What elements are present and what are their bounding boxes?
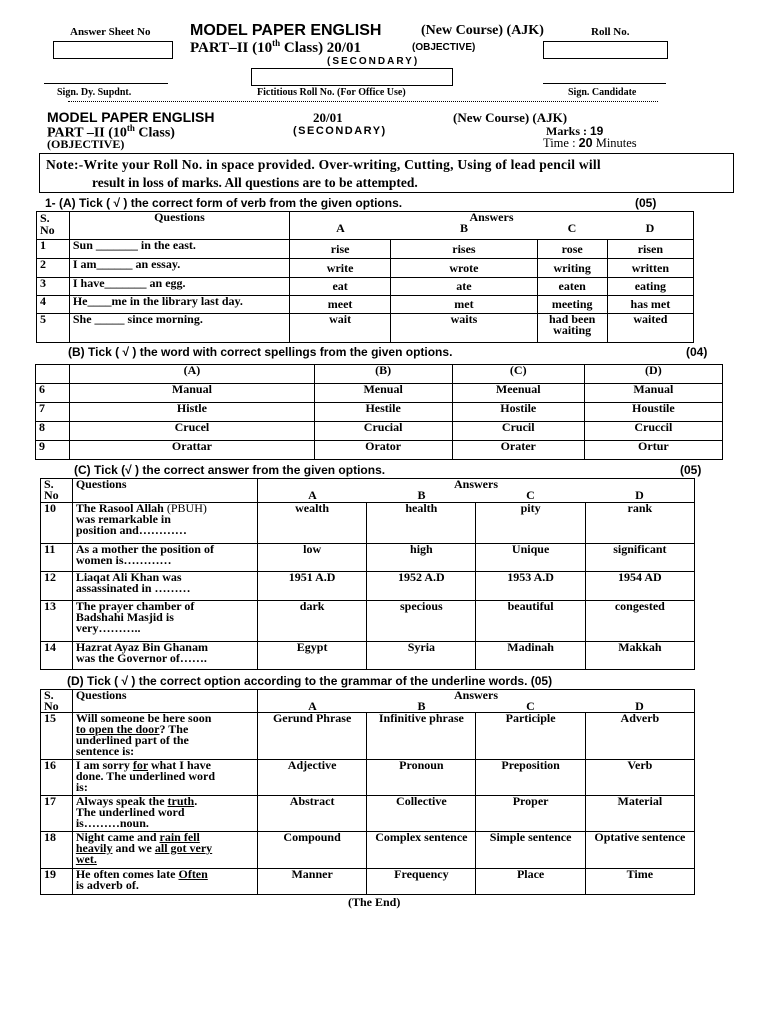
sign-supdt-label: Sign. Dy. Supdnt. <box>57 87 132 98</box>
question-text: Sun _______ in the east. <box>69 240 289 259</box>
option-d[interactable]: significant <box>585 544 694 572</box>
option-d[interactable]: Ortur <box>584 441 722 460</box>
option-c[interactable]: eaten <box>537 278 607 296</box>
section-c-heading: (C) Tick (√ ) the correct answer from the given options. <box>74 463 386 477</box>
option-c[interactable]: Madinah <box>476 642 585 670</box>
page-title: MODEL PAPER ENGLISH <box>190 22 382 39</box>
option-d[interactable]: Houstile <box>584 403 722 422</box>
option-c-header: (C) <box>452 365 584 384</box>
option-a-header: (A) <box>70 365 314 384</box>
option-c[interactable]: Hostile <box>452 403 584 422</box>
option-a[interactable]: Manner <box>257 869 366 895</box>
option-a[interactable]: Crucel <box>70 422 314 441</box>
option-c[interactable]: rose <box>537 240 607 259</box>
sign-candidate-label: Sign. Candidate <box>568 87 637 98</box>
option-d[interactable]: Time <box>585 869 694 895</box>
row-number: 9 <box>36 441 70 460</box>
section-b-table <box>35 364 723 460</box>
table-row <box>41 544 695 572</box>
option-b[interactable]: Menual <box>314 384 452 403</box>
option-b[interactable]: rises <box>391 240 537 259</box>
option-a[interactable]: rise <box>289 240 390 259</box>
paper-code: 20/01 <box>313 110 343 125</box>
table-row <box>41 572 695 601</box>
answer-sheet-label: Answer Sheet No <box>70 26 151 38</box>
table-row <box>37 259 694 278</box>
option-d[interactable]: Adverb <box>585 713 694 760</box>
answers-header: Answers A B C D <box>289 212 693 240</box>
option-b[interactable]: Syria <box>367 642 476 670</box>
paper-part: PART –II (10th Class) <box>47 123 175 141</box>
row-number: 2 <box>37 259 70 278</box>
section-c-table <box>40 478 695 670</box>
row-number: 10 <box>41 503 73 544</box>
question-text: Will someone be here soon to open the door? The underlined part of the sentence is: <box>72 713 257 760</box>
table-row <box>41 642 695 670</box>
row-number: 11 <box>41 544 73 572</box>
table-row <box>37 296 694 314</box>
option-c[interactable]: Preposition <box>476 760 585 796</box>
section-c-marks: (05) <box>680 463 702 477</box>
end-text: (The End) <box>348 895 401 909</box>
row-number: 13 <box>41 601 73 642</box>
objective-label: (OBJECTIVE) <box>412 42 476 53</box>
option-c[interactable]: Meenual <box>452 384 584 403</box>
option-b[interactable]: met <box>391 296 537 314</box>
marks-label: Marks : 19 <box>546 124 604 138</box>
option-b[interactable]: specious <box>367 601 476 642</box>
row-number: 14 <box>41 642 73 670</box>
row-number: 16 <box>41 760 73 796</box>
question-text: He often comes late Often is adverb of. <box>72 869 257 895</box>
option-a[interactable]: 1951 A.D <box>257 572 366 601</box>
option-c[interactable]: 1953 A.D <box>476 572 585 601</box>
paper-course: (New Course) (AJK) <box>453 110 568 125</box>
option-b[interactable]: Frequency <box>367 869 476 895</box>
paper-objective: (OBJECTIVE) <box>47 137 125 151</box>
row-number: 18 <box>41 832 73 869</box>
option-c[interactable]: Crucil <box>452 422 584 441</box>
candidate-sign-line <box>543 83 666 84</box>
part-label: PART–II (10th Class) 20/01 <box>190 38 361 56</box>
row-number: 5 <box>37 314 70 343</box>
option-c[interactable]: Simple sentence <box>476 832 585 869</box>
table-row <box>41 796 695 832</box>
option-d[interactable]: has met <box>607 296 693 314</box>
option-b[interactable]: 1952 A.D <box>367 572 476 601</box>
option-c[interactable]: pity <box>476 503 585 544</box>
row-number: 4 <box>37 296 70 314</box>
answers-header: Answers A B C D <box>257 690 694 713</box>
question-text: Hazrat Ayaz Bin Ghanam was the Governor of……. <box>72 642 257 670</box>
option-d[interactable]: waited <box>607 314 693 343</box>
course-label: (New Course) (AJK) <box>421 23 544 38</box>
sno-header: S. No <box>41 690 73 713</box>
option-c[interactable]: writing <box>537 259 607 278</box>
row-number: 1 <box>37 240 70 259</box>
option-a[interactable]: Histle <box>70 403 314 422</box>
section-a-table <box>36 211 694 343</box>
question-text: Liaqat Ali Khan was assassinated in ……… <box>72 572 257 601</box>
paper-title: MODEL PAPER ENGLISH <box>47 109 215 125</box>
option-c[interactable]: Unique <box>476 544 585 572</box>
question-text: The Rasool Allah (PBUH) was remarkable in position and………… <box>72 503 257 544</box>
question-text: Always speak the truth. The underlined word is………noun. <box>72 796 257 832</box>
answers-header: Answers A B C D <box>257 479 694 503</box>
table-row <box>41 503 695 544</box>
table-row <box>41 713 695 760</box>
table-row <box>41 869 695 895</box>
paper-secondary: (SECONDARY) <box>293 125 387 137</box>
questions-header: Questions <box>69 212 289 240</box>
table-row <box>36 422 723 441</box>
option-b[interactable]: health <box>367 503 476 544</box>
option-d[interactable]: risen <box>607 240 693 259</box>
row-number: 7 <box>36 403 70 422</box>
roll-no-box[interactable] <box>543 41 668 59</box>
option-d[interactable]: Optative sentence <box>585 832 694 869</box>
question-text: He____me in the library last day. <box>69 296 289 314</box>
cut-line <box>68 101 658 102</box>
option-c[interactable]: Orater <box>452 441 584 460</box>
option-c[interactable]: meeting <box>537 296 607 314</box>
option-c[interactable]: Proper <box>476 796 585 832</box>
secondary-label: (SECONDARY) <box>327 56 420 67</box>
section-a-marks: (05) <box>635 196 657 210</box>
row-number: 19 <box>41 869 73 895</box>
note-line-2: result in loss of marks. All questions are to be attempted. <box>92 175 418 190</box>
section-b-marks: (04) <box>686 345 708 359</box>
section-b-heading: (B) Tick ( √ ) the word with correct spellings from the given options. <box>68 345 453 359</box>
questions-header: Questions <box>72 479 257 503</box>
question-text: As a mother the position of women is………… <box>72 544 257 572</box>
option-b[interactable]: Collective <box>367 796 476 832</box>
option-b-header: (B) <box>314 365 452 384</box>
question-text: I am sorry for what I have done. The underlined word is: <box>72 760 257 796</box>
table-row <box>36 384 723 403</box>
option-c[interactable]: had been waiting <box>537 314 607 343</box>
option-a[interactable]: wait <box>289 314 390 343</box>
sno-header: S. No <box>37 212 70 240</box>
option-b[interactable]: high <box>367 544 476 572</box>
supdt-sign-line <box>44 83 168 84</box>
table-row <box>37 278 694 296</box>
option-a[interactable]: Orattar <box>70 441 314 460</box>
answer-sheet-box[interactable] <box>53 41 173 59</box>
question-text: She _____ since morning. <box>69 314 289 343</box>
option-a[interactable]: Egypt <box>257 642 366 670</box>
table-row <box>37 240 694 259</box>
option-d[interactable]: Verb <box>585 760 694 796</box>
note-line-1: Note:-Write your Roll No. in space provided. Over-writing, Cutting, Using of lead pencil will <box>46 157 601 172</box>
table-row <box>37 314 694 343</box>
section-a-heading: 1- (A) Tick ( √ ) the correct form of verb from the given options. <box>45 196 403 210</box>
time-label: Time : 20 Minutes <box>543 136 637 150</box>
option-d[interactable]: Manual <box>584 384 722 403</box>
row-number: 8 <box>36 422 70 441</box>
section-d-heading: (D) Tick ( √ ) the correct option according to the grammar of the underline words. (05) <box>67 674 553 688</box>
option-a[interactable]: low <box>257 544 366 572</box>
table-row <box>41 601 695 642</box>
option-a[interactable]: Compound <box>257 832 366 869</box>
questions-header: Questions <box>72 690 257 713</box>
option-b[interactable]: Hestile <box>314 403 452 422</box>
option-a[interactable]: Manual <box>70 384 314 403</box>
fictitious-roll-box[interactable] <box>251 68 453 86</box>
option-a[interactable]: eat <box>289 278 390 296</box>
row-number: 15 <box>41 713 73 760</box>
option-d[interactable]: written <box>607 259 693 278</box>
option-d[interactable]: congested <box>585 601 694 642</box>
option-b[interactable]: Complex sentence <box>367 832 476 869</box>
table-row <box>36 403 723 422</box>
roll-no-label: Roll No. <box>591 26 630 38</box>
option-b[interactable]: Crucial <box>314 422 452 441</box>
fictitious-label: Fictitious Roll No. (For Office Use) <box>257 87 406 98</box>
option-b[interactable]: Pronoun <box>367 760 476 796</box>
question-text: The prayer chamber of Badshahi Masjid is very……….. <box>72 601 257 642</box>
option-a[interactable]: wealth <box>257 503 366 544</box>
row-number: 12 <box>41 572 73 601</box>
option-a[interactable]: meet <box>289 296 390 314</box>
option-d[interactable]: Cruccil <box>584 422 722 441</box>
sno-header: S. No <box>41 479 73 503</box>
row-number: 3 <box>37 278 70 296</box>
option-a[interactable]: Adjective <box>257 760 366 796</box>
option-d[interactable]: Makkah <box>585 642 694 670</box>
option-a[interactable]: Gerund Phrase <box>257 713 366 760</box>
option-d-header: (D) <box>584 365 722 384</box>
section-d-table <box>40 689 695 895</box>
option-a[interactable]: write <box>289 259 390 278</box>
option-c[interactable]: Place <box>476 869 585 895</box>
option-d[interactable]: 1954 AD <box>585 572 694 601</box>
table-row <box>36 441 723 460</box>
option-d[interactable]: Material <box>585 796 694 832</box>
option-c[interactable]: beautiful <box>476 601 585 642</box>
question-text: Night came and rain fell heavily and we all got very wet. <box>72 832 257 869</box>
option-a[interactable]: dark <box>257 601 366 642</box>
option-b[interactable]: Orator <box>314 441 452 460</box>
option-b[interactable]: ate <box>391 278 537 296</box>
question-text: I have_______ an egg. <box>69 278 289 296</box>
option-b[interactable]: waits <box>391 314 537 343</box>
option-b[interactable]: wrote <box>391 259 537 278</box>
question-text: I am______ an essay. <box>69 259 289 278</box>
option-d[interactable]: eating <box>607 278 693 296</box>
option-d[interactable]: rank <box>585 503 694 544</box>
option-a[interactable]: Abstract <box>257 796 366 832</box>
option-b[interactable]: Infinitive phrase <box>367 713 476 760</box>
table-row <box>41 832 695 869</box>
row-number: 17 <box>41 796 73 832</box>
option-c[interactable]: Participle <box>476 713 585 760</box>
row-number: 6 <box>36 384 70 403</box>
table-row <box>41 760 695 796</box>
